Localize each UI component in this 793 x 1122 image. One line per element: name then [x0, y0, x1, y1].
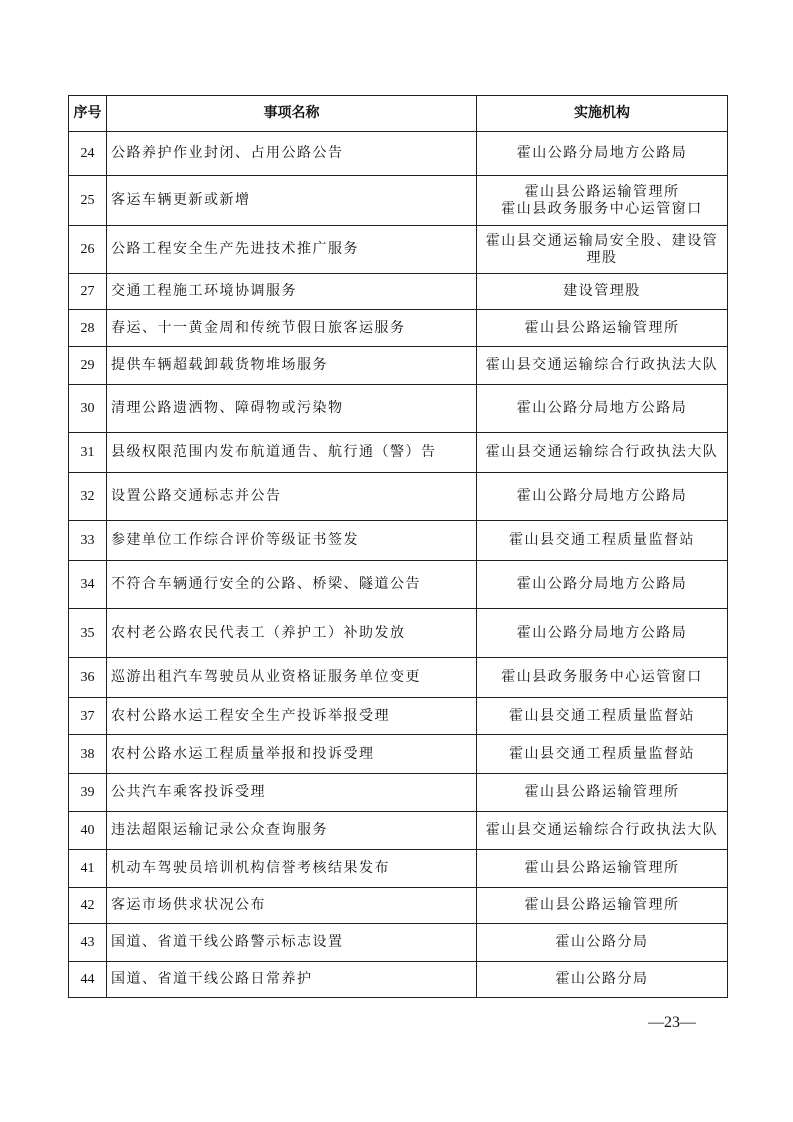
row-number: 30 — [69, 385, 107, 433]
org-line: 霍山县公路运输管理所 — [524, 183, 680, 200]
item-name: 设置公路交通标志并公告 — [107, 473, 477, 521]
table-row — [69, 226, 728, 274]
org-line: 霍山县公路运输管理所 — [524, 897, 680, 913]
item-name: 国道、省道干线公路日常养护 — [107, 962, 477, 998]
table-row — [69, 132, 728, 176]
implementing-org — [477, 561, 728, 609]
row-number: 33 — [69, 521, 107, 561]
row-number: 43 — [69, 924, 107, 962]
org-line: 建设管理股 — [563, 283, 641, 299]
item-name: 巡游出租汽车驾驶员从业资格证服务单位变更 — [107, 658, 477, 698]
implementing-org — [477, 609, 728, 658]
row-number: 28 — [69, 310, 107, 347]
table-row — [69, 774, 728, 812]
org-line: 霍山公路分局 — [555, 971, 649, 987]
org-line: 霍山公路分局地方公路局 — [516, 145, 688, 161]
org-line: 霍山公路分局地方公路局 — [516, 624, 688, 641]
row-number: 35 — [69, 609, 107, 658]
table-row — [69, 310, 728, 347]
org-line: 霍山公路分局地方公路局 — [516, 400, 688, 416]
implementing-org — [477, 226, 728, 274]
row-number: 42 — [69, 888, 107, 924]
table-row — [69, 735, 728, 774]
table-row — [69, 433, 728, 473]
header-no: 序号 — [69, 96, 107, 132]
table-row — [69, 888, 728, 924]
row-number: 24 — [69, 132, 107, 176]
org-line: 霍山县政务服务中心运管窗口 — [501, 200, 703, 217]
implementing-org — [477, 774, 728, 812]
item-name: 客运车辆更新或新增 — [107, 176, 477, 226]
table-row — [69, 609, 728, 658]
org-line: 霍山县交通运输局安全股、建设管理股 — [485, 232, 719, 266]
table-row — [69, 850, 728, 888]
header-org: 实施机构 — [477, 96, 728, 132]
table-row — [69, 347, 728, 385]
item-name: 公路养护作业封闭、占用公路公告 — [107, 132, 477, 176]
implementing-org — [477, 735, 728, 774]
org-line: 霍山县交通运输综合行政执法大队 — [485, 822, 719, 838]
table-row — [69, 385, 728, 433]
row-number: 39 — [69, 774, 107, 812]
implementing-org — [477, 347, 728, 385]
table-row — [69, 176, 728, 226]
table-row — [69, 812, 728, 850]
implementing-org — [477, 274, 728, 310]
org-line: 霍山县公路运输管理所 — [524, 860, 680, 876]
table-body — [69, 132, 728, 998]
item-name: 县级权限范围内发布航道通告、航行通（警）告 — [107, 433, 477, 473]
implementing-org — [477, 924, 728, 962]
item-name: 机动车驾驶员培训机构信誉考核结果发布 — [107, 850, 477, 888]
org-line: 霍山县交通工程质量监督站 — [509, 707, 695, 724]
row-number: 44 — [69, 962, 107, 998]
row-number: 29 — [69, 347, 107, 385]
item-name: 不符合车辆通行安全的公路、桥梁、隧道公告 — [107, 561, 477, 609]
implementing-org — [477, 850, 728, 888]
org-line: 霍山公路分局 — [555, 934, 649, 950]
implementing-org — [477, 310, 728, 347]
item-name: 农村公路水运工程安全生产投诉举报受理 — [107, 698, 477, 735]
row-number: 25 — [69, 176, 107, 226]
item-name: 清理公路遗洒物、障碍物或污染物 — [107, 385, 477, 433]
row-number: 41 — [69, 850, 107, 888]
item-name: 农村公路水运工程质量举报和投诉受理 — [107, 735, 477, 774]
row-number: 31 — [69, 433, 107, 473]
org-line: 霍山县交通运输综合行政执法大队 — [485, 444, 719, 460]
table-row — [69, 924, 728, 962]
org-line: 霍山县交通工程质量监督站 — [509, 745, 695, 762]
item-name: 公路工程安全生产先进技术推广服务 — [107, 226, 477, 274]
implementing-org — [477, 176, 728, 226]
table-row — [69, 658, 728, 698]
table-header-row — [69, 96, 728, 132]
org-line: 霍山公路分局地方公路局 — [516, 576, 688, 592]
org-line: 霍山县政务服务中心运管窗口 — [501, 669, 703, 685]
item-name: 交通工程施工环境协调服务 — [107, 274, 477, 310]
item-name: 春运、十一黄金周和传统节假日旅客运服务 — [107, 310, 477, 347]
implementing-org — [477, 812, 728, 850]
implementing-org — [477, 433, 728, 473]
implementing-org — [477, 385, 728, 433]
implementing-org — [477, 473, 728, 521]
row-number: 34 — [69, 561, 107, 609]
org-line: 霍山县交通运输综合行政执法大队 — [485, 357, 719, 373]
table-row — [69, 962, 728, 998]
implementing-org — [477, 698, 728, 735]
item-name: 客运市场供求状况公布 — [107, 888, 477, 924]
row-number: 26 — [69, 226, 107, 274]
row-number: 40 — [69, 812, 107, 850]
table-row — [69, 473, 728, 521]
implementing-org — [477, 888, 728, 924]
header-item: 事项名称 — [107, 96, 477, 132]
org-line: 霍山县公路运输管理所 — [524, 319, 680, 336]
implementing-org — [477, 132, 728, 176]
item-name: 提供车辆超载卸载货物堆场服务 — [107, 347, 477, 385]
item-name: 参建单位工作综合评价等级证书签发 — [107, 521, 477, 561]
row-number: 38 — [69, 735, 107, 774]
table-row — [69, 698, 728, 735]
row-number: 37 — [69, 698, 107, 735]
table-row — [69, 561, 728, 609]
item-name: 公共汽车乘客投诉受理 — [107, 774, 477, 812]
org-line: 霍山县公路运输管理所 — [524, 784, 680, 800]
item-name: 农村老公路农民代表工（养护工）补助发放 — [107, 609, 477, 658]
implementing-org — [477, 521, 728, 561]
row-number: 32 — [69, 473, 107, 521]
org-line: 霍山县交通工程质量监督站 — [509, 532, 695, 548]
table-row — [69, 521, 728, 561]
item-name: 违法超限运输记录公众查询服务 — [107, 812, 477, 850]
row-number: 27 — [69, 274, 107, 310]
page-number: —23— — [648, 1014, 696, 1031]
service-items-table — [68, 95, 728, 998]
table-row — [69, 274, 728, 310]
row-number: 36 — [69, 658, 107, 698]
implementing-org — [477, 658, 728, 698]
item-name: 国道、省道干线公路警示标志设置 — [107, 924, 477, 962]
implementing-org — [477, 962, 728, 998]
org-line: 霍山公路分局地方公路局 — [516, 488, 688, 504]
